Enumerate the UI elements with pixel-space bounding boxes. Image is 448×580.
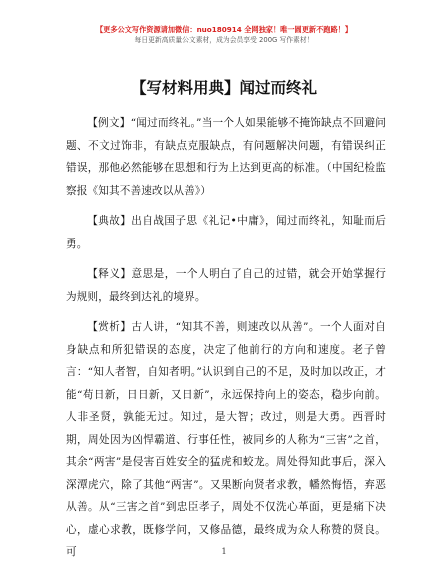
paragraph-allusion: [66, 210, 386, 255]
page-number: 1: [221, 547, 227, 556]
paragraph-tag: 【赏析】: [87, 321, 132, 333]
paragraph-text: “闻过而终礼。”当一个人如果能够不掩饰缺点不回避问题、不文过饰非，有缺点克服缺点，有问题解决问题，有错误纠正错误，那他必然能够在思想和行为上达到更高的标准。（中国纪检监察报《知其不善速改以从善》）: [66, 117, 386, 197]
paragraph-text: 出自战国子思《礼记•中庸》，闻过而终礼，知耻而后勇。: [66, 215, 386, 250]
document-title: 【写材料用典】闻过而终礼: [130, 78, 317, 97]
paragraph-interpretation: [66, 263, 386, 308]
paragraph-text: 意思是，一个人明白了自己的过错，就会开始掌握行为规则，最终到达礼的境界。: [66, 268, 386, 303]
paragraph-appreciation: [66, 316, 386, 564]
document-body: [66, 112, 386, 572]
paragraph-tag: 【典故】: [87, 215, 132, 227]
header-banner: [0, 24, 448, 46]
banner-promo-line: 【更多公文写作资源请加微信：nuo180914 全网独家！唯一圆更新不跑路！】: [95, 25, 353, 34]
banner-subtitle-line: 每日更新高质量公文素材，成为会员享受 200G 写作素材！: [134, 36, 314, 44]
paragraph-tag: 【释义】: [87, 268, 132, 280]
paragraph-example: [66, 112, 386, 202]
paragraph-tag: 【例文】: [87, 117, 131, 129]
paragraph-text: 古人讲，“知其不善，则速改以从善”。一个人面对自身缺点和所犯错误的态度，决定了他前行的方向和速度。老子曾言：“知人者智，自知者明。”认识到自己的不足，及时加以改正，才能“苟日新，日日新，又日新”，永远保持向上的姿态，稳步向前。人非圣贤，孰能无过。知过，是大智；改过，则是大勇。西晋时期，周处因为凶悍霸道、行事任性，被同乡的人称为“三害”之首，其余“两害”是侵害百姓安全的猛虎和蛟龙。周处得知此事后，深入深潭虎穴，除了其他“两害”。又果断向贤者求教，幡然悔悟，弃恶从善。从“三害之首”到忠臣孝子，周处不仅洗心革面，更是痛下决心，虚心求教，既修学问，又修品德，最终成为众人称赞的贤良。可: [66, 321, 386, 558]
